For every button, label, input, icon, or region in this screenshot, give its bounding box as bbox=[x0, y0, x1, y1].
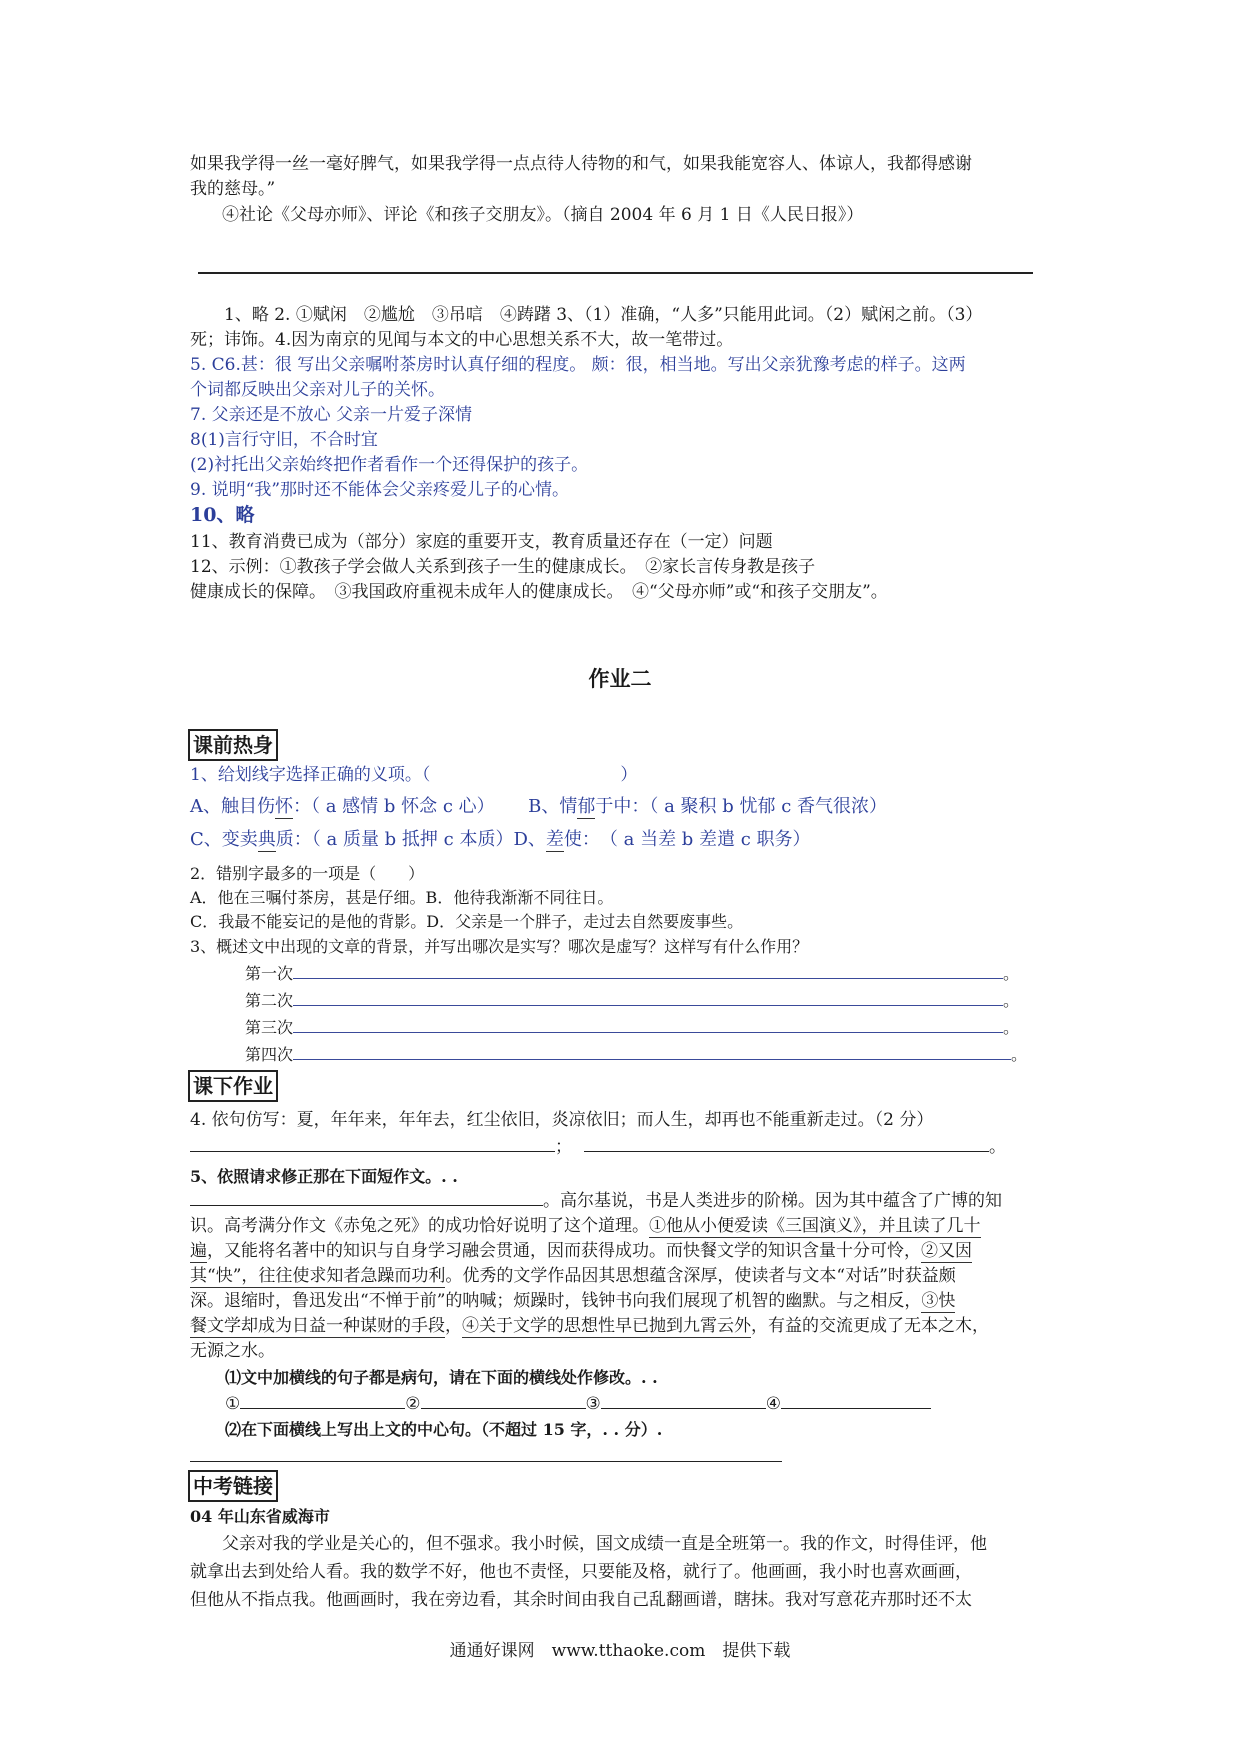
answer-line: 8(1)言行守旧，不合时宜 bbox=[190, 430, 378, 450]
passage-line: 识。高考满分作文《赤兔之死》的成功恰好说明了这个道理。①他从小便爱读《三国演义》，并且读了几十 bbox=[190, 1216, 981, 1236]
section-label-after-class: 课下作业 bbox=[188, 1070, 278, 1102]
answer-blank[interactable] bbox=[584, 1135, 989, 1152]
answer-blank[interactable] bbox=[190, 1135, 555, 1152]
answer-blank[interactable] bbox=[293, 962, 1003, 979]
question-4: 4. 依句仿写：夏，年年来，年年去，红尘依旧，炎凉依旧；而人生，却再也不能重新走过。（2 分） bbox=[190, 1110, 934, 1130]
answer-line: 11、教育消费已成为（部分）家庭的重要开支，教育质量还存在（一定）问题 bbox=[190, 532, 773, 552]
answer-line: 9. 说明“我”那时还不能体会父亲疼爱儿子的心情。 bbox=[190, 480, 570, 500]
answer-blank[interactable] bbox=[190, 1461, 782, 1462]
passage-source: 04 年山东省威海市 bbox=[190, 1507, 330, 1526]
citation-line: ④社论《父母亦师》、评论《和孩子交朋友》。（摘自 2004 年 6 月 1 日《人民日报》） bbox=[222, 205, 864, 225]
answer-line: 1、略 2. ①赋闲 ②尴尬 ③吊唁 ④踌躇 3、（1）准确，“人多”只能用此词。（2）赋闲之前。（3） bbox=[224, 305, 983, 325]
question-2: 2．错别字最多的一项是（ ） bbox=[190, 864, 425, 883]
continuation-line: 如果我学得一丝一毫好脾气，如果我学得一点点待人待物的和气，如果我能宽容人、体谅人，我都得感谢 bbox=[190, 154, 972, 174]
answer-line: 5. C6.甚：很 写出父亲嘱咐茶房时认真仔细的程度。 颇：很，相当地。写出父亲犹豫考虑的样子。这两 bbox=[190, 355, 966, 375]
reading-passage-line: 父亲对我的学业是关心的，但不强求。我小时候，国文成绩一直是全班第一。我的作文，时得佳评，他 bbox=[222, 1534, 987, 1554]
answer-blank[interactable] bbox=[421, 1392, 586, 1409]
answer-line: 健康成长的保障。 ③我国政府重视未成年人的健康成长。 ④“父母亦师”或“和孩子交朋友”。 bbox=[190, 582, 888, 602]
answer-blank[interactable] bbox=[190, 1189, 543, 1206]
sub-question-1: ⑴文中加横线的句子都是病句，请在下面的横线处作修改。. . bbox=[225, 1368, 658, 1387]
answer-blank[interactable] bbox=[781, 1392, 931, 1409]
answer-blank-row: 第一次 。 bbox=[245, 964, 1020, 983]
answer-line: 个词都反映出父亲对儿子的关怀。 bbox=[190, 380, 445, 400]
answer-line: 10、略 bbox=[190, 504, 255, 526]
answer-blank[interactable] bbox=[293, 1043, 1011, 1060]
passage-line: 。高尔基说，书是人类进步的阶梯。因为其中蕴含了广博的知 bbox=[190, 1189, 1060, 1213]
question-2-option: C．我最不能妄记的是他的背影。D．父亲是一个胖子，走过去自然要废事些。 bbox=[190, 912, 744, 931]
section-label-exam-link: 中考链接 bbox=[188, 1470, 278, 1502]
reading-passage-line: 就拿出去到处给人看。我的数学不好，他也不责怪，只要能及格，就行了。他画画，我小时也喜欢画画， bbox=[190, 1562, 972, 1582]
divider-rule bbox=[198, 272, 1033, 274]
passage-line: 餐文学却成为日益一种谋财的手段，④关于文学的思想性早已抛到九霄云外，有益的交流更成了无本之木， bbox=[190, 1316, 989, 1336]
page-title: 作业二 bbox=[588, 666, 652, 691]
continuation-line: 我的慈母。” bbox=[190, 179, 276, 199]
answer-line: 死；讳饰。4.因为南京的见闻与本文的中心思想关系不大，故一笔带过。 bbox=[190, 330, 734, 350]
answer-blank-row: ； 。 bbox=[190, 1135, 1060, 1159]
question-2-option: A．他在三嘱付茶房，甚是仔细。B．他待我渐渐不同往日。 bbox=[190, 888, 614, 907]
answer-blank-row: 第二次 。 bbox=[245, 991, 1020, 1010]
reading-passage-line: 但他从不指点我。他画画时，我在旁边看，其余时间由我自己乱翻画谱，瞎抹。我对写意花卉那时还不太 bbox=[190, 1590, 972, 1610]
correction-blanks: ① ② ③ ④ bbox=[225, 1392, 1095, 1416]
answer-blank-row: 第四次 。 bbox=[245, 1045, 1028, 1064]
sub-question-2: ⑵在下面横线上写出上文的中心句。（不超过 15 字，. . 分）. bbox=[225, 1420, 663, 1439]
section-label-warmup: 课前热身 bbox=[188, 729, 278, 761]
answer-line: 7. 父亲还是不放心 父亲一片爱子深情 bbox=[190, 405, 473, 425]
answer-blank[interactable] bbox=[293, 989, 1003, 1006]
answer-blank[interactable] bbox=[293, 1016, 1003, 1033]
answer-blank[interactable] bbox=[601, 1392, 766, 1409]
answer-blank-row: 第三次 。 bbox=[245, 1018, 1020, 1037]
page-footer: 通通好课网 www.tthaoke.com 提供下载 bbox=[449, 1641, 791, 1661]
question-5: 5、依照请求修正那在下面短作文。. . bbox=[190, 1167, 458, 1186]
passage-line: 其“快”，往往使求知者急躁而功利。优秀的文学作品因其思想蕴含深厚，使读者与文本“对话”时获益颇 bbox=[190, 1266, 956, 1286]
question-1: 1、给划线字选择正确的义项。（ ） bbox=[190, 765, 638, 785]
question-3: 3、概述文中出现的文章的背景，并写出哪次是实写？哪次是虚写？这样写有什么作用？ bbox=[190, 937, 809, 956]
answer-line: (2)衬托出父亲始终把作者看作一个还得保护的孩子。 bbox=[190, 455, 589, 475]
question-1-options-ab: A、触目伤怀：（ a 感情 b 怀念 c 心） B、情郁于中：（ a 聚积 b 忧郁 c 香气很浓） bbox=[190, 796, 888, 817]
answer-line: 12、示例：①教孩子学会做人关系到孩子一生的健康成长。 ②家长言传身教是孩子 bbox=[190, 557, 816, 577]
passage-line: 无源之水。 bbox=[190, 1341, 275, 1361]
answer-blank[interactable] bbox=[240, 1392, 405, 1409]
question-1-options-cd: C、变卖典质：（ a 质量 b 抵押 c 本质）D、差使： （ a 当差 b 差遣 c 职务） bbox=[190, 829, 811, 850]
passage-line: 深。退缩时，鲁迅发出“不惮于前”的呐喊；烦躁时，钱钟书向我们展现了机智的幽默。与之相反，③快 bbox=[190, 1291, 956, 1311]
passage-line: 遍，又能将名著中的知识与自身学习融会贯通，因而获得成功。而快餐文学的知识含量十分可怜，②又因 bbox=[190, 1241, 972, 1261]
